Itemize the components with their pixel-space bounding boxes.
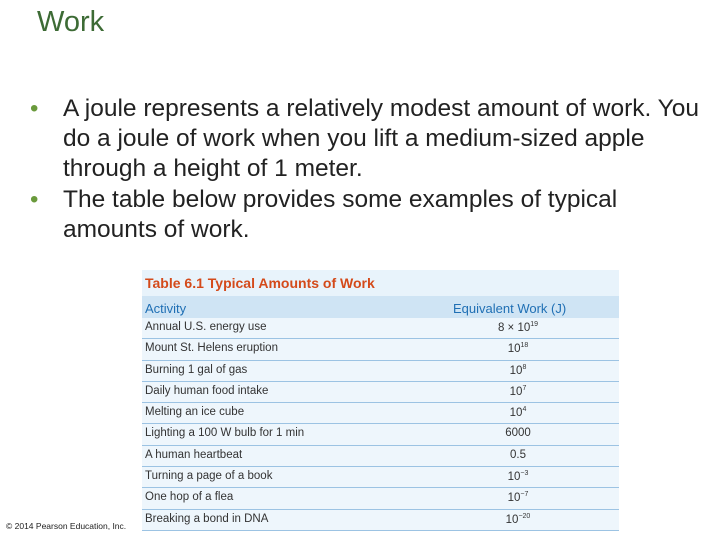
activity-cell: A human heartbeat bbox=[145, 448, 243, 461]
column-header-work: Equivalent Work (J) bbox=[453, 301, 567, 316]
table-title bbox=[145, 275, 375, 291]
work-value-exponent: 7 bbox=[522, 384, 527, 392]
bullet-item bbox=[30, 94, 700, 184]
table-row bbox=[142, 424, 619, 445]
table-number: Table 6.1 bbox=[145, 275, 204, 291]
work-value-exponent: 4 bbox=[522, 406, 527, 414]
activity-cell: Annual U.S. energy use bbox=[145, 321, 267, 333]
table-row bbox=[142, 446, 619, 467]
activity-cell: Breaking a bond in DNA bbox=[145, 512, 269, 525]
work-value-mantissa: 10 bbox=[509, 364, 523, 377]
table-row bbox=[142, 339, 619, 360]
work-value-cell bbox=[453, 364, 583, 377]
work-value-mantissa: 10 bbox=[507, 470, 521, 483]
work-value-mantissa: 10 bbox=[509, 385, 523, 398]
table-row bbox=[142, 510, 619, 531]
bullet-dot-icon: • bbox=[30, 95, 39, 122]
activity-cell: Lighting a 100 W bulb for 1 min bbox=[145, 427, 305, 440]
activity-cell: Burning 1 gal of gas bbox=[145, 363, 248, 376]
table-header-row bbox=[142, 296, 619, 318]
table-row bbox=[142, 403, 619, 424]
bullet-dot-icon: • bbox=[30, 186, 39, 213]
work-value-mantissa: 8 × 10 bbox=[497, 321, 531, 334]
work-value-mantissa: 10 bbox=[507, 343, 521, 356]
work-value-exponent: 19 bbox=[530, 321, 539, 328]
bullet-text: A joule represents a relatively modest amount of work. You do a joule of work when you lift a medium-sized apple through a height of 1 meter. bbox=[63, 95, 699, 182]
table-title-text: Typical Amounts of Work bbox=[207, 275, 375, 291]
activity-cell: Daily human food intake bbox=[145, 384, 269, 397]
table-body bbox=[142, 318, 619, 531]
work-value-exponent: 18 bbox=[520, 342, 529, 350]
work-value-exponent: −20 bbox=[518, 512, 531, 520]
work-value-cell bbox=[453, 470, 583, 483]
column-header-activity: Activity bbox=[145, 301, 187, 316]
bullet-text: The table below provides some examples of typical amounts of work. bbox=[63, 186, 618, 243]
work-value-mantissa: 10 bbox=[505, 513, 519, 526]
work-value-cell bbox=[453, 406, 583, 419]
work-value-exponent: 8 bbox=[522, 363, 527, 371]
copyright-notice: © 2014 Pearson Education, Inc. bbox=[6, 521, 127, 531]
work-value-exponent: −3 bbox=[520, 470, 529, 478]
work-value-cell bbox=[453, 321, 583, 334]
work-table bbox=[142, 270, 619, 524]
work-value-cell bbox=[453, 427, 583, 439]
work-value-cell bbox=[453, 449, 583, 461]
table-row bbox=[142, 382, 619, 403]
table-row bbox=[142, 467, 619, 488]
activity-cell: Melting an ice cube bbox=[145, 406, 245, 419]
work-value-mantissa: 0.5 bbox=[510, 448, 526, 461]
bullet-list bbox=[30, 94, 700, 246]
activity-cell: Turning a page of a book bbox=[145, 470, 273, 483]
work-value-cell bbox=[453, 385, 583, 398]
table-row bbox=[142, 488, 619, 509]
work-value-mantissa: 6000 bbox=[505, 427, 531, 440]
work-value-mantissa: 10 bbox=[507, 492, 521, 505]
work-value-cell bbox=[453, 342, 583, 355]
table-title-bar bbox=[142, 270, 619, 296]
table-row bbox=[142, 318, 619, 339]
work-value-exponent: −7 bbox=[520, 491, 529, 499]
work-value-cell bbox=[453, 513, 583, 526]
table-row bbox=[142, 361, 619, 382]
bullet-item bbox=[30, 185, 700, 245]
work-value-cell bbox=[453, 491, 583, 504]
activity-cell: Mount St. Helens eruption bbox=[145, 342, 278, 355]
work-value-mantissa: 10 bbox=[509, 407, 523, 420]
slide-title: Work bbox=[37, 6, 105, 38]
activity-cell: One hop of a flea bbox=[145, 491, 234, 504]
